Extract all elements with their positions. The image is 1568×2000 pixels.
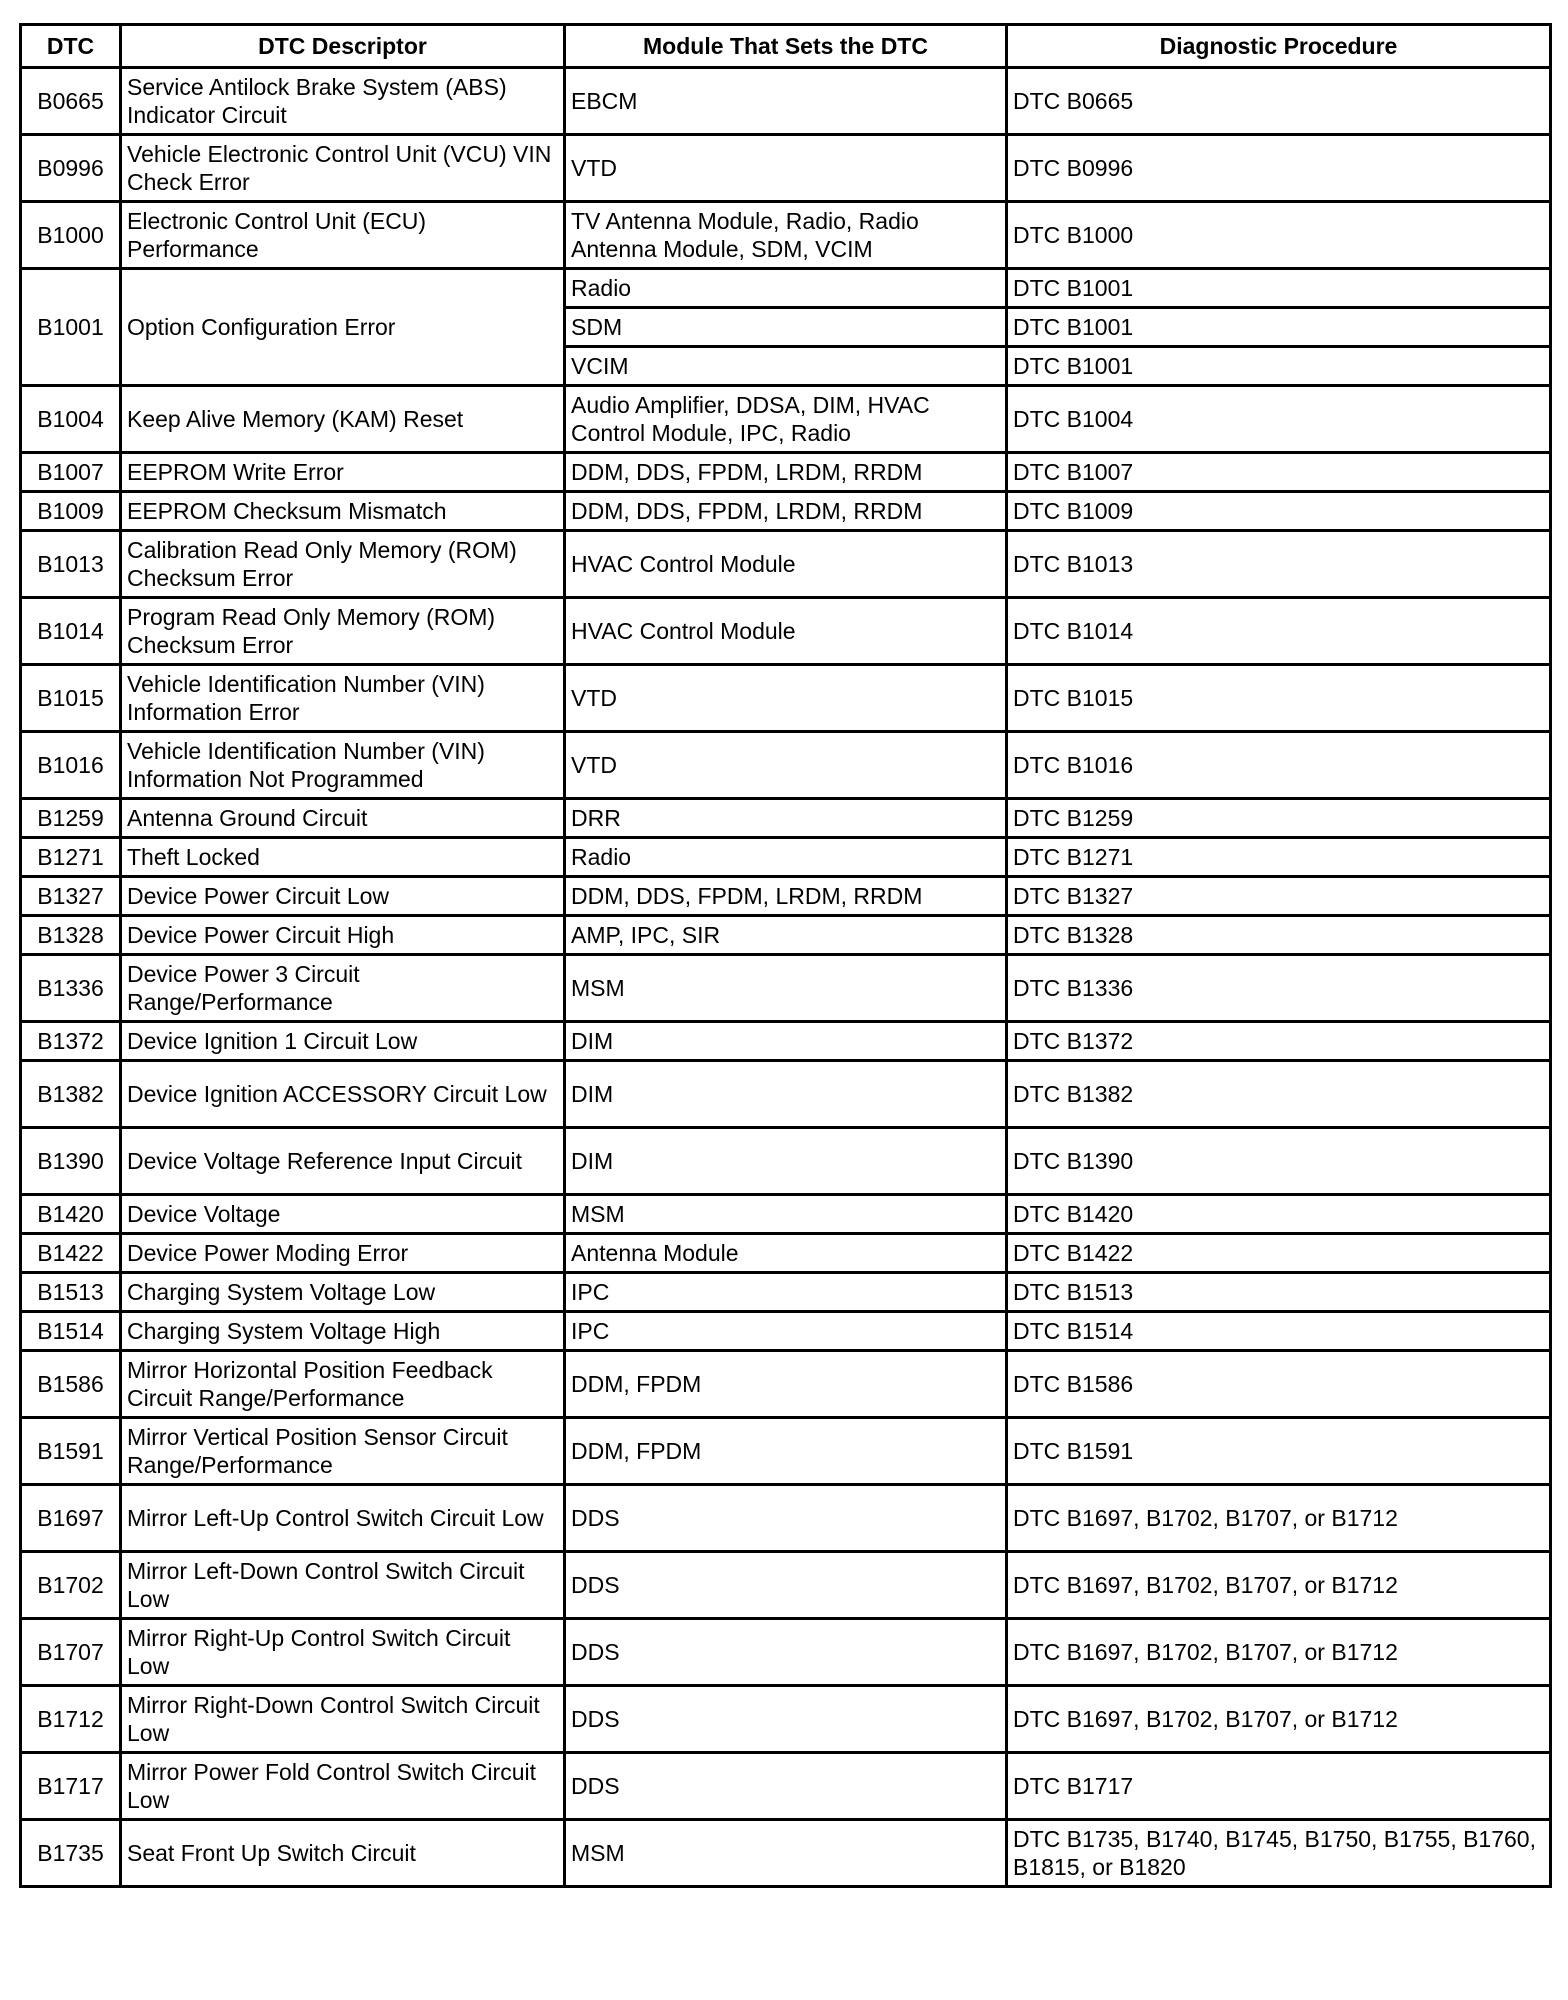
- dtc-procedure: DTC B1697, B1702, B1707, or B1712: [1007, 1552, 1551, 1619]
- dtc-module: TV Antenna Module, Radio, Radio Antenna Module, SDM, VCIM: [565, 202, 1007, 269]
- table-row: [21, 1753, 1551, 1820]
- dtc-module: DDM, DDS, FPDM, LRDM, RRDM: [565, 453, 1007, 492]
- dtc-descriptor: Device Power Circuit High: [121, 916, 565, 955]
- table-row: [21, 1552, 1551, 1619]
- dtc-code: B1586: [21, 1351, 121, 1418]
- dtc-code: B1016: [21, 732, 121, 799]
- dtc-module: DDM, FPDM: [565, 1418, 1007, 1485]
- dtc-module: Antenna Module: [565, 1234, 1007, 1273]
- dtc-descriptor: Mirror Horizontal Position Feedback Circuit Range/Performance: [121, 1351, 565, 1418]
- dtc-procedure: DTC B1001: [1007, 269, 1551, 308]
- dtc-module: Audio Amplifier, DDSA, DIM, HVAC Control Module, IPC, Radio: [565, 386, 1007, 453]
- dtc-code: B1513: [21, 1273, 121, 1312]
- dtc-code: B1390: [21, 1128, 121, 1195]
- table-row: [21, 1195, 1551, 1234]
- table-row: [21, 202, 1551, 269]
- dtc-module: HVAC Control Module: [565, 531, 1007, 598]
- header-dtc: DTC: [21, 25, 121, 68]
- dtc-procedure: DTC B1372: [1007, 1022, 1551, 1061]
- dtc-module: DDS: [565, 1619, 1007, 1686]
- dtc-code: B1735: [21, 1820, 121, 1887]
- dtc-module: DDS: [565, 1753, 1007, 1820]
- dtc-procedure: DTC B1697, B1702, B1707, or B1712: [1007, 1485, 1551, 1552]
- table-row: [21, 386, 1551, 453]
- dtc-code: B0665: [21, 68, 121, 135]
- table-row: [21, 1619, 1551, 1686]
- table-row: [21, 665, 1551, 732]
- dtc-module: VTD: [565, 665, 1007, 732]
- dtc-code: B1420: [21, 1195, 121, 1234]
- table-row: [21, 1128, 1551, 1195]
- dtc-procedure: DTC B1336: [1007, 955, 1551, 1022]
- table-row: [21, 1234, 1551, 1273]
- dtc-descriptor: Device Power Circuit Low: [121, 877, 565, 916]
- dtc-code: B1382: [21, 1061, 121, 1128]
- table-row: [21, 732, 1551, 799]
- dtc-code: B1014: [21, 598, 121, 665]
- dtc-code: B0996: [21, 135, 121, 202]
- dtc-procedure: DTC B1007: [1007, 453, 1551, 492]
- dtc-procedure: DTC B1327: [1007, 877, 1551, 916]
- table-row: [21, 453, 1551, 492]
- table-row: [21, 877, 1551, 916]
- dtc-procedure: DTC B1014: [1007, 598, 1551, 665]
- dtc-procedure: DTC B1001: [1007, 347, 1551, 386]
- dtc-descriptor: Device Voltage Reference Input Circuit: [121, 1128, 565, 1195]
- dtc-code: B1717: [21, 1753, 121, 1820]
- dtc-procedure: DTC B1009: [1007, 492, 1551, 531]
- dtc-code: B1009: [21, 492, 121, 531]
- dtc-procedure: DTC B0665: [1007, 68, 1551, 135]
- dtc-descriptor: Program Read Only Memory (ROM) Checksum Error: [121, 598, 565, 665]
- dtc-procedure: DTC B1259: [1007, 799, 1551, 838]
- dtc-code: B1271: [21, 838, 121, 877]
- dtc-descriptor: Vehicle Identification Number (VIN) Information Error: [121, 665, 565, 732]
- dtc-module: Radio: [565, 269, 1007, 308]
- dtc-descriptor: Keep Alive Memory (KAM) Reset: [121, 386, 565, 453]
- dtc-descriptor: Device Voltage: [121, 1195, 565, 1234]
- table-row: [21, 799, 1551, 838]
- dtc-code: B1697: [21, 1485, 121, 1552]
- table-row: [21, 916, 1551, 955]
- dtc-code: B1007: [21, 453, 121, 492]
- dtc-descriptor: Mirror Left-Down Control Switch Circuit Low: [121, 1552, 565, 1619]
- dtc-descriptor: EEPROM Checksum Mismatch: [121, 492, 565, 531]
- dtc-descriptor: Theft Locked: [121, 838, 565, 877]
- table-row: [21, 1485, 1551, 1552]
- dtc-module: DIM: [565, 1061, 1007, 1128]
- dtc-module: DDM, DDS, FPDM, LRDM, RRDM: [565, 492, 1007, 531]
- dtc-procedure: DTC B1697, B1702, B1707, or B1712: [1007, 1686, 1551, 1753]
- dtc-module: DDS: [565, 1552, 1007, 1619]
- dtc-procedure: DTC B1735, B1740, B1745, B1750, B1755, B1760, B1815, or B1820: [1007, 1820, 1551, 1887]
- table-row: [21, 1351, 1551, 1418]
- dtc-procedure: DTC B1016: [1007, 732, 1551, 799]
- table-row: [21, 135, 1551, 202]
- dtc-module: Radio: [565, 838, 1007, 877]
- dtc-module: IPC: [565, 1312, 1007, 1351]
- dtc-descriptor: Mirror Right-Down Control Switch Circuit Low: [121, 1686, 565, 1753]
- table-row: [21, 1312, 1551, 1351]
- dtc-code: B1015: [21, 665, 121, 732]
- dtc-code: B1707: [21, 1619, 121, 1686]
- header-module: Module That Sets the DTC: [565, 25, 1007, 68]
- dtc-procedure: DTC B1004: [1007, 386, 1551, 453]
- table-row: [21, 1061, 1551, 1128]
- dtc-module: VTD: [565, 135, 1007, 202]
- table-row: [21, 1022, 1551, 1061]
- dtc-table: [19, 23, 1552, 1888]
- dtc-code: B1000: [21, 202, 121, 269]
- dtc-code: B1514: [21, 1312, 121, 1351]
- table-row: [21, 68, 1551, 135]
- dtc-module: VCIM: [565, 347, 1007, 386]
- dtc-procedure: DTC B1000: [1007, 202, 1551, 269]
- dtc-descriptor: Mirror Right-Up Control Switch Circuit Low: [121, 1619, 565, 1686]
- dtc-procedure: DTC B1271: [1007, 838, 1551, 877]
- dtc-descriptor: Charging System Voltage Low: [121, 1273, 565, 1312]
- dtc-descriptor: Vehicle Identification Number (VIN) Information Not Programmed: [121, 732, 565, 799]
- dtc-descriptor: Vehicle Electronic Control Unit (VCU) VIN Check Error: [121, 135, 565, 202]
- dtc-code: B1712: [21, 1686, 121, 1753]
- dtc-procedure: DTC B1422: [1007, 1234, 1551, 1273]
- dtc-module: DDS: [565, 1686, 1007, 1753]
- dtc-descriptor: Seat Front Up Switch Circuit: [121, 1820, 565, 1887]
- dtc-descriptor: Charging System Voltage High: [121, 1312, 565, 1351]
- dtc-procedure: DTC B1717: [1007, 1753, 1551, 1820]
- dtc-module: MSM: [565, 1195, 1007, 1234]
- dtc-module: DDM, DDS, FPDM, LRDM, RRDM: [565, 877, 1007, 916]
- dtc-code: B1327: [21, 877, 121, 916]
- dtc-procedure: DTC B1328: [1007, 916, 1551, 955]
- dtc-descriptor: Service Antilock Brake System (ABS) Indicator Circuit: [121, 68, 565, 135]
- table-row: [21, 955, 1551, 1022]
- dtc-descriptor: Mirror Left-Up Control Switch Circuit Low: [121, 1485, 565, 1552]
- dtc-procedure: DTC B1586: [1007, 1351, 1551, 1418]
- dtc-descriptor: Mirror Vertical Position Sensor Circuit Range/Performance: [121, 1418, 565, 1485]
- dtc-module: DIM: [565, 1022, 1007, 1061]
- dtc-code: B1259: [21, 799, 121, 838]
- dtc-descriptor: EEPROM Write Error: [121, 453, 565, 492]
- dtc-code: B1004: [21, 386, 121, 453]
- dtc-code: B1591: [21, 1418, 121, 1485]
- dtc-procedure: DTC B1013: [1007, 531, 1551, 598]
- table-row: [21, 1686, 1551, 1753]
- dtc-module: MSM: [565, 1820, 1007, 1887]
- dtc-descriptor: Device Ignition ACCESSORY Circuit Low: [121, 1061, 565, 1128]
- dtc-procedure: DTC B1513: [1007, 1273, 1551, 1312]
- table-header-row: [21, 25, 1551, 68]
- dtc-module: HVAC Control Module: [565, 598, 1007, 665]
- dtc-descriptor: Mirror Power Fold Control Switch Circuit Low: [121, 1753, 565, 1820]
- dtc-module: DRR: [565, 799, 1007, 838]
- table-row: [21, 838, 1551, 877]
- dtc-descriptor: Device Power 3 Circuit Range/Performance: [121, 955, 565, 1022]
- table-row: [21, 492, 1551, 531]
- dtc-module: VTD: [565, 732, 1007, 799]
- dtc-descriptor: Option Configuration Error: [121, 269, 565, 386]
- dtc-module: DDM, FPDM: [565, 1351, 1007, 1418]
- dtc-module: MSM: [565, 955, 1007, 1022]
- dtc-procedure: DTC B0996: [1007, 135, 1551, 202]
- table-row: [21, 269, 1551, 308]
- table-row: [21, 1418, 1551, 1485]
- dtc-code: B1702: [21, 1552, 121, 1619]
- dtc-descriptor: Device Power Moding Error: [121, 1234, 565, 1273]
- dtc-procedure: DTC B1382: [1007, 1061, 1551, 1128]
- dtc-procedure: DTC B1591: [1007, 1418, 1551, 1485]
- dtc-code: B1328: [21, 916, 121, 955]
- dtc-procedure: DTC B1514: [1007, 1312, 1551, 1351]
- header-procedure: Diagnostic Procedure: [1007, 25, 1551, 68]
- dtc-descriptor: Antenna Ground Circuit: [121, 799, 565, 838]
- dtc-procedure: DTC B1001: [1007, 308, 1551, 347]
- table-row: [21, 1820, 1551, 1887]
- dtc-code: B1422: [21, 1234, 121, 1273]
- dtc-descriptor: Calibration Read Only Memory (ROM) Checksum Error: [121, 531, 565, 598]
- dtc-descriptor: Electronic Control Unit (ECU) Performance: [121, 202, 565, 269]
- dtc-descriptor: Device Ignition 1 Circuit Low: [121, 1022, 565, 1061]
- dtc-module: SDM: [565, 308, 1007, 347]
- dtc-code: B1336: [21, 955, 121, 1022]
- dtc-code: B1001: [21, 269, 121, 386]
- dtc-module: AMP, IPC, SIR: [565, 916, 1007, 955]
- dtc-code: B1372: [21, 1022, 121, 1061]
- dtc-module: DIM: [565, 1128, 1007, 1195]
- table-row: [21, 598, 1551, 665]
- dtc-module: EBCM: [565, 68, 1007, 135]
- dtc-module: DDS: [565, 1485, 1007, 1552]
- dtc-procedure: DTC B1697, B1702, B1707, or B1712: [1007, 1619, 1551, 1686]
- dtc-module: IPC: [565, 1273, 1007, 1312]
- table-row: [21, 1273, 1551, 1312]
- dtc-procedure: DTC B1420: [1007, 1195, 1551, 1234]
- dtc-procedure: DTC B1015: [1007, 665, 1551, 732]
- dtc-code: B1013: [21, 531, 121, 598]
- table-row: [21, 531, 1551, 598]
- header-descriptor: DTC Descriptor: [121, 25, 565, 68]
- dtc-procedure: DTC B1390: [1007, 1128, 1551, 1195]
